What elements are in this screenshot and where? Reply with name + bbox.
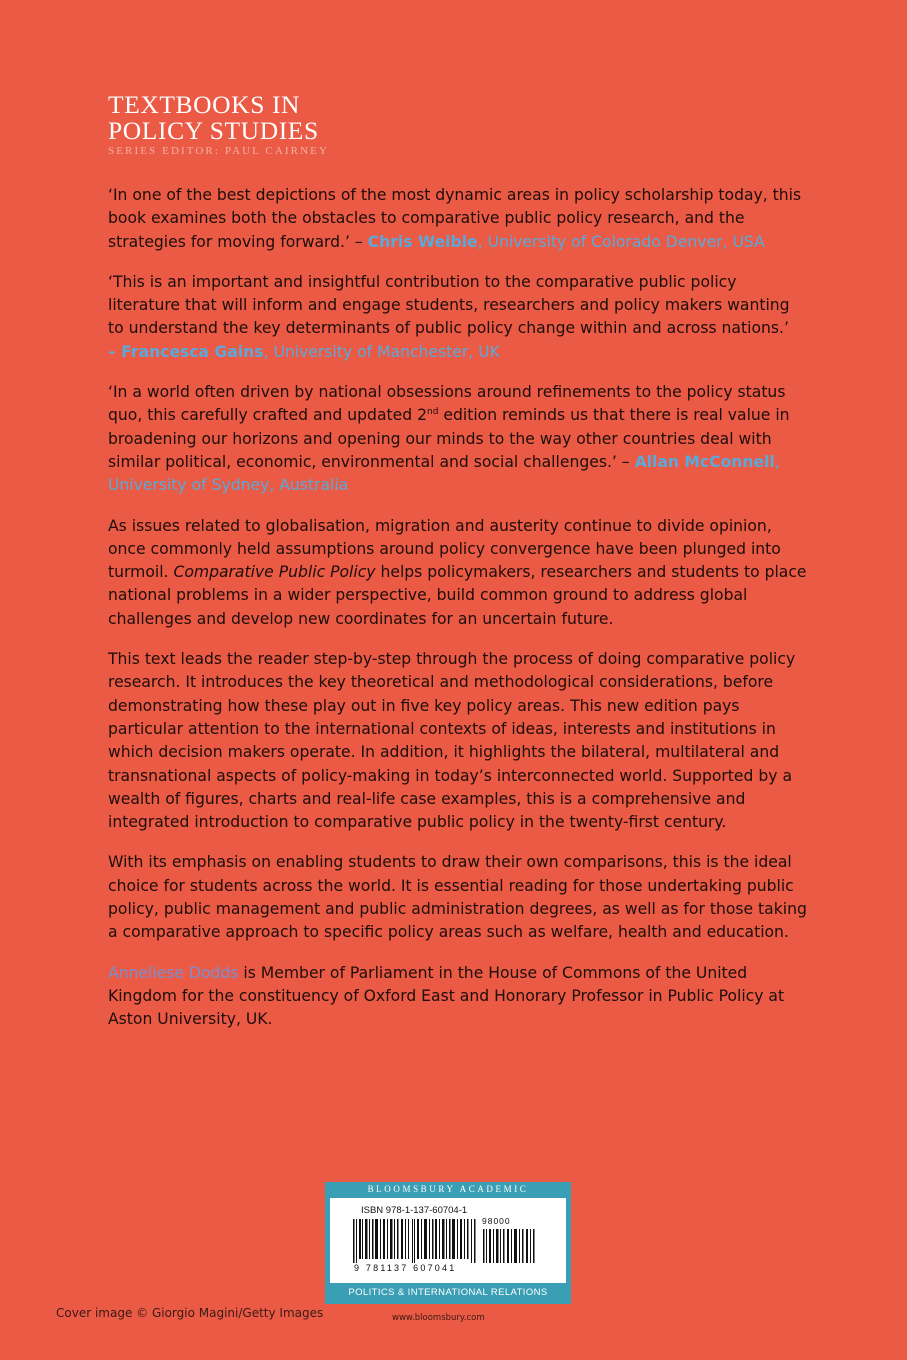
price-code: 98000 <box>482 1216 511 1226</box>
series-title-line-1: TEXTBOOKS IN <box>108 90 301 119</box>
publisher-website: www.bloomsbury.com <box>392 1313 485 1323</box>
author-bio-text: is Member of Parliament in the House of Commons of the United Kingdom for the constituency of Oxford East and Honorary Professor in Public Policy at Aston University, UK. <box>108 963 785 1029</box>
author-name: Anneliese Dodds <box>108 963 239 982</box>
quote-affiliation: , University of Manchester, UK <box>263 342 500 361</box>
barcode-digits: 9 781137 607041 <box>354 1263 457 1273</box>
price-barcode-icon <box>483 1229 535 1263</box>
description-text: helps policymakers, researchers and students to place national problems in a wider perspective, build common ground to address global challenges and develop new coordinates for an uncertain future. <box>108 563 807 628</box>
endorsement-quote-3 <box>108 381 808 497</box>
description-paragraph-2: This text leads the reader step-by-step through the process of doing comparative policy research. It introduces the key theoretical and methodological considerations, before demonstrating how these play out in five key policy areas. This new edition pays particular attention to the international contexts of ideas, interests and institutions in which decision makers operate. In addition, it highlights the bilateral, multilateral and transnational aspects of policy-making in today’s interconnected world. Supported by a wealth of figures, charts and real-life case examples, this is a comprehensive and integrated introduction to comparative public policy in the twenty-first century. <box>108 650 796 832</box>
barcode-panel <box>325 1182 571 1304</box>
quote-author: Allan McConnell <box>634 452 775 471</box>
superscript: nd <box>427 407 439 418</box>
quote-author: – Francesca Gains <box>108 342 264 361</box>
barcode-icon <box>353 1219 477 1263</box>
endorsement-quote-1 <box>108 184 808 254</box>
description-paragraph-1 <box>108 515 808 631</box>
author-bio <box>108 962 808 1032</box>
quote-affiliation: , University of Colorado Denver, USA <box>477 232 765 251</box>
description-paragraph-3: With its emphasis on enabling students to draw their own comparisons, this is the ideal choice for students across the world. It is essential reading for those undertaking public policy, public management and public administration degrees, as well as for those taking a comparative approach to specific policy areas such as welfare, health and education. <box>108 853 807 942</box>
series-editor: SERIES EDITOR: PAUL CAIRNEY <box>108 145 330 157</box>
subject-category: POLITICS & INTERNATIONAL RELATIONS <box>348 1287 548 1298</box>
quote-affiliation: , University of Sydney, Australia <box>108 452 780 495</box>
quote-text: ‘This is an important and insightful contribution to the comparative public policy literature that will inform and engage students, researchers and policy makers wanting to understand the key determinants of public policy change within and across nations.’ <box>108 272 790 338</box>
quote-text: ‘In a world often driven by national obsessions around refinements to the policy status quo, this carefully crafted and updated 2 <box>108 383 786 425</box>
description-text: As issues related to globalisation, migration and austerity continue to divide opinion, once commonly held assumptions around policy convergence have been plunged into turmoil. <box>108 516 781 582</box>
series-title-line-2: POLICY STUDIES <box>108 116 319 145</box>
book-title: Comparative Public Policy <box>173 563 376 582</box>
barcode-label <box>330 1198 566 1283</box>
endorsement-quote-2 <box>108 271 808 364</box>
back-cover-text <box>108 184 808 1049</box>
publisher-name: BLOOMSBURY ACADEMIC <box>367 1184 529 1194</box>
cover-image-credit: Cover image © Giorgio Magini/Getty Images <box>56 1306 324 1320</box>
quote-author: Chris Weible <box>367 232 478 251</box>
series-logo <box>108 92 348 157</box>
quote-text-cont: edition reminds us that there is real value in broadening our horizons and opening our minds to the way other countries deal with similar political, economic, environmental and social challenges.’ – <box>108 406 790 471</box>
isbn-text: ISBN 978-1-137-60704-1 <box>361 1205 468 1216</box>
quote-text: ‘In one of the best depictions of the most dynamic areas in policy scholarship today, this book examines both the obstacles to comparative public policy research, and the strategies for moving forward.’ – <box>108 186 802 251</box>
